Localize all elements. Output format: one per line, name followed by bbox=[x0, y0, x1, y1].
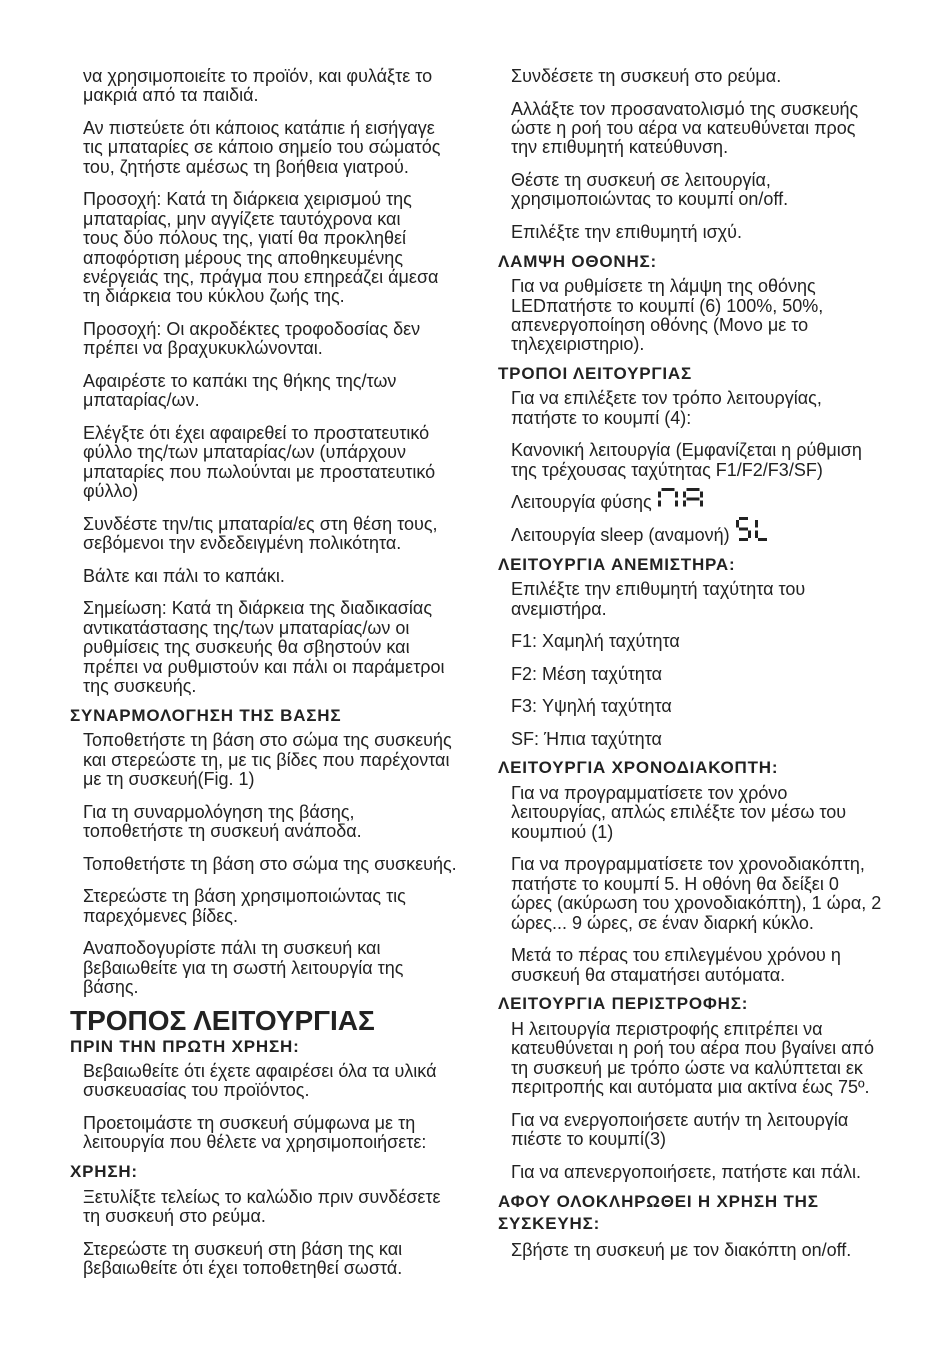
left-column bbox=[70, 67, 490, 1292]
display-segment bbox=[700, 492, 703, 498]
display-segment bbox=[755, 531, 758, 539]
before-first-use-heading: ΠΡΙΝ ΤΗΝ ΠΡΩΤΗ ΧΡΗΣΗ: bbox=[70, 1036, 300, 1056]
base-assembly-paragraph: Για τη συναρμολόγηση της βάσης, τοποθετήστε τη συσκευή ανάποδα. bbox=[83, 801, 362, 841]
nature-mode-label: Λειτουργία φύσης bbox=[511, 492, 652, 513]
before-first-use-paragraph: Προετοιμάστε τη συσκευή σύμφωνα με τη λειτουργία που θέλετε να χρησιμοποιήσετε: bbox=[83, 1113, 427, 1153]
nature-mode-line bbox=[511, 493, 938, 512]
display-segment bbox=[739, 538, 748, 541]
timer-function-heading: ΛΕΙΤΟΥΡΓΙΑ ΧΡΟΝΟΔΙΑΚΟΠΤΗ: bbox=[498, 758, 779, 778]
oscillation-function-heading: ΛΕΙΤΟΥΡΓΙΑ ΠΕΡΙΣΤΡΟΦΗΣ: bbox=[498, 994, 749, 1014]
battery-paragraph: Αφαιρέστε το καπάκι της θήκης της/των μπαταρίας/ων. bbox=[83, 371, 397, 411]
operating-modes-paragraph: Κανονική λειτουργία (Εμφανίζεται η ρύθμιση της τρέχουσας ταχύτητας F1/F2/F3/SF) bbox=[511, 440, 862, 480]
display-segment bbox=[658, 492, 661, 498]
after-use-heading: ΑΦΟΥ ΟΛΟΚΛΗΡΩΘΕΙ Η ΧΡΗΣΗ ΤΗΣ ΣΥΣΚΕΥΗΣ: bbox=[498, 1192, 819, 1233]
use-heading: ΧΡΗΣΗ: bbox=[70, 1162, 138, 1182]
after-use-paragraph: Σβήστε τη συσκευή με τον διακόπτη on/off. bbox=[511, 1239, 852, 1260]
use-paragraph: Επιλέξτε την επιθυμητή ισχύ. bbox=[511, 222, 742, 242]
oscillation-function-paragraph: Για να απενεργοποιήσετε, πατήστε και πάλι. bbox=[511, 1161, 861, 1182]
display-segment bbox=[686, 498, 699, 501]
use-paragraph: Αλλάξτε τον προσανατολισμό της συσκευής ώστε η ροή του αέρα να κατευθύνεται προς την επιθυμητή κατεύθυνση. bbox=[511, 98, 859, 158]
oscillation-function-paragraph: Η λειτουργία περιστροφής επιτρέπει να κατευθύνεται η ροή του αέρα που βγαίνει από τη συσκευή με τρόπο ώστε να καλύπτεται εκ περιτροπής και αυτόματα μια ακτίνα έως 75º. bbox=[511, 1018, 875, 1097]
display-segment bbox=[736, 520, 739, 528]
before-first-use-paragraph: Βεβαιωθείτε ότι έχετε αφαιρέσει όλα τα υλικά συσκευασίας του προϊόντος. bbox=[83, 1061, 437, 1101]
fan-speed-item: F1: Χαμηλή ταχύτητα bbox=[511, 631, 680, 652]
oscillation-function-paragraph: Για να ενεργοποιήσετε αυτήν τη λειτουργία πιέστε το κουμπί(3) bbox=[511, 1109, 849, 1149]
fan-function-heading: ΛΕΙΤΟΥΡΓΙΑ ΑΝΕΜΙΣΤΗΡΑ: bbox=[498, 554, 736, 574]
display-segment bbox=[683, 501, 686, 507]
use-paragraph: Στερεώστε τη συσκευή στη βάση της και βεβαιωθείτε ότι έχει τοποθετηθεί σωστά. bbox=[83, 1238, 403, 1278]
base-assembly-paragraph: Τοποθετήστε τη βάση στο σώμα της συσκευής. bbox=[83, 853, 457, 874]
display-segment bbox=[683, 492, 686, 498]
battery-paragraph: Βάλτε και πάλι το καπάκι. bbox=[83, 565, 285, 586]
display-segment bbox=[755, 520, 758, 528]
fan-speed-item: F2: Μέση ταχύτητα bbox=[511, 663, 663, 684]
battery-paragraph: να χρησιμοποιείτε το προϊόν, και φυλάξτε το μακριά από τα παιδιά. bbox=[83, 66, 433, 106]
battery-paragraph: Προσοχή: Οι ακροδέκτες τροφοδοσίας δεν πρέπει να βραχυκυκλώνονται. bbox=[83, 319, 421, 359]
display-segment bbox=[739, 517, 748, 520]
sleep-mode-display-icon bbox=[736, 517, 770, 541]
fan-speed-item: F3: Υψηλή ταχύτητα bbox=[511, 696, 672, 717]
sleep-mode-label: Λειτουργία sleep (αναμονή) bbox=[511, 525, 730, 545]
timer-function-paragraph: Για να προγραμματίσετε τον χρονοδιακόπτη, πατήστε το κουμπί 5. Η οθόνη θα δείξει 0 ώρες (ακύρωση του χρονοδιακόπτη), 1 ώρα, 2 ώρες... 9 ώρες, σε έναν διαρκή κύκλο. bbox=[511, 854, 882, 933]
nature-mode-display-icon bbox=[658, 488, 703, 510]
battery-paragraph: Σημείωση: Κατά τη διάρκεια της διαδικασίας αντικατάστασης της/των μπαταρίας/ων οι ρυθμίσεις της συσκευής θα σβηστούν και πρέπει να ρυθμιστούν και πάλι οι παράμετροι της συσκευής. bbox=[83, 598, 445, 697]
battery-paragraph: Αν πιστεύετε ότι κάποιος κατάπιε ή εισήγαγε τις μπαταρίες σε κάποιο σημείο του σώματός του, ζητήστε αμέσως τη βοήθεια γιατρού. bbox=[83, 118, 441, 177]
display-brightness-paragraph: Για να ρυθμίσετε τη λάμψη της οθόνης LEDπατήστε το κουμπί (6) 100%, 50%, απενεργοποίηση οθόνης (Μονο με το τηλεχειριστηριο). bbox=[511, 276, 824, 355]
use-paragraph: Ξετυλίξτε τελείως το καλώδιο πριν συνδέσετε τη συσκευή στο ρεύμα. bbox=[83, 1186, 441, 1226]
base-assembly-paragraph: Τοποθετήστε τη βάση στο σώμα της συσκευής και στερεώστε τη, με τις βίδες που παρέχονται με τη συσκευή(Fig. 1) bbox=[83, 730, 452, 789]
timer-function-paragraph: Μετά το πέρας του επιλεγμένου χρόνου η συσκευή θα σταματήσει αυτόματα. bbox=[511, 945, 841, 985]
timer-function-paragraph: Για να προγραμματίσετε τον χρόνο λειτουργίας, απλώς επιλέξτε τον μέσω του κουμπιού (1) bbox=[511, 782, 847, 842]
display-segment bbox=[675, 492, 678, 498]
use-paragraph: Θέστε τη συσκευή σε λειτουργία, χρησιμοποιώντας το κουμπί on/off. bbox=[511, 170, 789, 210]
display-segment bbox=[686, 488, 699, 491]
display-segment bbox=[739, 528, 748, 531]
display-brightness-heading: ΛΑΜΨΗ ΟΘΟΝΗΣ: bbox=[498, 251, 658, 271]
base-assembly-paragraph: Στερεώστε τη βάση χρησιμοποιώντας τις παρεχόμενες βίδες. bbox=[83, 886, 406, 926]
display-segment bbox=[758, 538, 767, 541]
battery-paragraph: Προσοχή: Κατά τη διάρκεια χειρισμού της μπαταρίας, μην αγγίζετε ταυτόχρονα και τους δύο πόλους της, γιατί θα προκληθεί αποφόρτιση μέρους της αποθηκευμένης ενέργειάς της, πράγμα που επηρεάζει άμεσα τη διάρκεια του κύκλου ζωής της. bbox=[83, 189, 439, 307]
use-paragraph: Συνδέσετε τη συσκευή στο ρεύμα. bbox=[511, 66, 782, 86]
right-column bbox=[498, 67, 938, 1273]
base-assembly-heading: ΣΥΝΑΡΜΟΛΟΓΗΣΗ ΤΗΣ ΒΑΣΗΣ bbox=[70, 705, 342, 725]
display-segment bbox=[700, 501, 703, 507]
battery-paragraph: Συνδέστε την/τις μπαταρία/ες στη θέση τους, σεβόμενοι την ενδεδειγμένη πολικότητα. bbox=[83, 513, 438, 554]
base-assembly-paragraph: Αναποδογυρίστε πάλι τη συσκευή και βεβαιωθείτε για τη σωστή λειτουργία της βάσης. bbox=[83, 938, 404, 997]
display-segment bbox=[748, 531, 751, 539]
sleep-mode-line bbox=[511, 526, 938, 545]
fan-speed-item: SF: Ήπια ταχύτητα bbox=[511, 728, 662, 749]
operation-section-title: ΤΡΟΠΟΣ ΛΕΙΤΟΥΡΓΙΑΣ bbox=[70, 1004, 375, 1036]
battery-paragraph: Ελέγξτε ότι έχει αφαιρεθεί το προστατευτικό φύλλο της/των μπαταρίας/ων (υπάρχουν μπαταρίες που πωλούνται με προστατευτικό φύλλο) bbox=[83, 423, 436, 502]
display-segment bbox=[658, 501, 661, 507]
display-segment bbox=[661, 488, 674, 491]
operating-modes-paragraph: Για να επιλέξετε τον τρόπο λειτουργίας, πατήστε το κουμπί (4): bbox=[511, 388, 822, 428]
fan-function-paragraph: Επιλέξτε την επιθυμητή ταχύτητα του ανεμιστήρα. bbox=[511, 579, 806, 619]
operating-modes-heading: ΤΡΟΠΟΙ ΛΕΙΤΟΥΡΓΙΑΣ bbox=[498, 363, 692, 383]
display-segment bbox=[675, 501, 678, 507]
